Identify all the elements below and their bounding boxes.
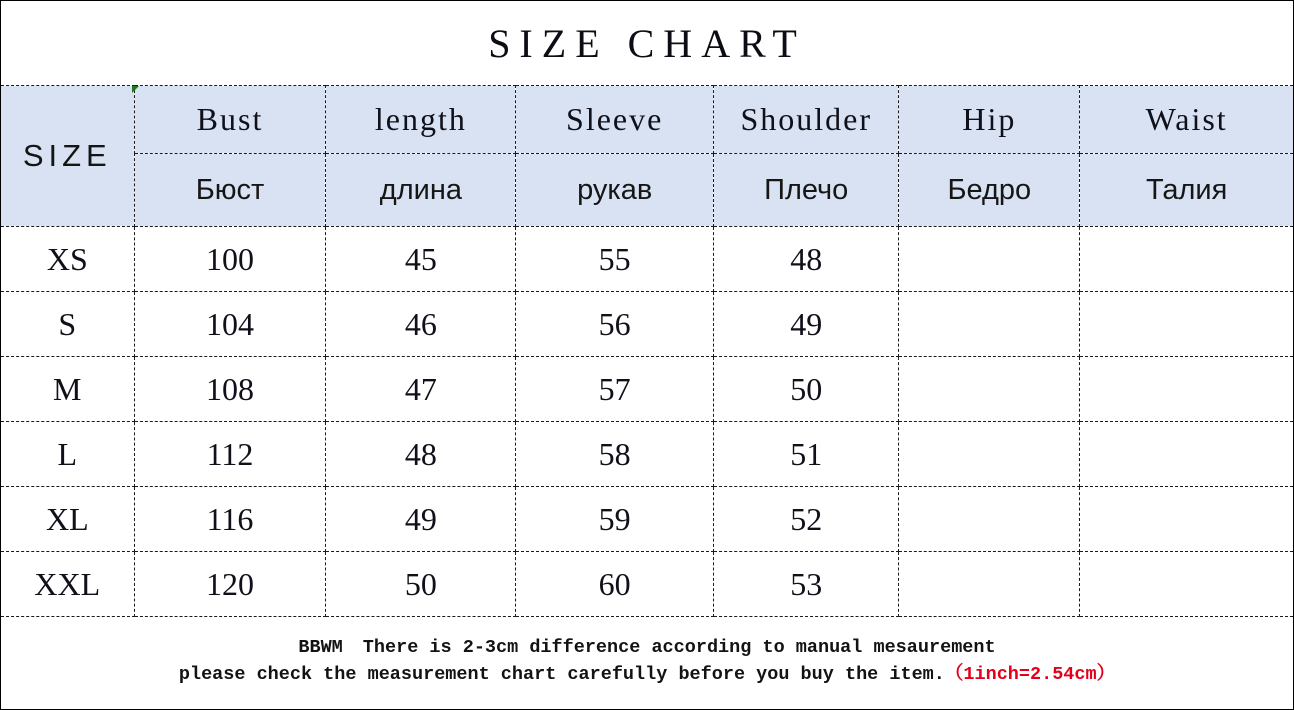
cell-length: 45 — [326, 227, 516, 292]
cell-hip — [899, 552, 1080, 617]
page-title: SIZE CHART — [488, 20, 806, 66]
cell-sleeve: 55 — [516, 227, 714, 292]
col-header-waist-en: Waist — [1080, 86, 1293, 154]
footer-line-1 — [1, 634, 1293, 661]
brand-label: BBWM — [298, 637, 343, 658]
col-header-size: SIZE — [1, 86, 134, 227]
cell-shoulder: 50 — [714, 357, 899, 422]
header-row-russian — [1, 154, 1293, 227]
cell-sleeve: 58 — [516, 422, 714, 487]
table-row-xxl — [1, 552, 1293, 617]
cell-bust: 108 — [134, 357, 326, 422]
cell-bust: 120 — [134, 552, 326, 617]
cell-flag-triangle-icon — [132, 86, 139, 93]
cell-waist — [1080, 357, 1293, 422]
cell-waist — [1080, 292, 1293, 357]
col-header-length-ru: длина — [326, 154, 516, 227]
cell-length: 47 — [326, 357, 516, 422]
col-header-sleeve-en: Sleeve — [516, 86, 714, 154]
cell-size: S — [1, 292, 134, 357]
footer-line-1-text: There is 2-3cm difference according to manual mesaurement — [362, 637, 996, 658]
cell-bust: 116 — [134, 487, 326, 552]
header-row-english — [1, 86, 1293, 154]
cell-waist — [1080, 422, 1293, 487]
col-header-waist-ru: Талия — [1080, 154, 1293, 227]
cell-size: XL — [1, 487, 134, 552]
table-row-s — [1, 292, 1293, 357]
col-header-sleeve-ru: рукав — [516, 154, 714, 227]
col-header-length-en: length — [326, 86, 516, 154]
footer-line-2 — [1, 661, 1293, 688]
cell-size: XXL — [1, 552, 134, 617]
cell-shoulder: 51 — [714, 422, 899, 487]
col-header-hip-en: Hip — [899, 86, 1080, 154]
cell-shoulder: 48 — [714, 227, 899, 292]
col-header-bust-en: Bust — [134, 86, 326, 154]
cell-shoulder: 52 — [714, 487, 899, 552]
col-header-shoulder-ru: Плечо — [714, 154, 899, 227]
col-header-hip-ru: Бедро — [899, 154, 1080, 227]
table-row-m — [1, 357, 1293, 422]
size-table — [1, 85, 1293, 617]
cell-length: 48 — [326, 422, 516, 487]
cell-bust: 112 — [134, 422, 326, 487]
cell-shoulder: 49 — [714, 292, 899, 357]
footer-line-2-text: please check the measurement chart carefully before you buy the item. — [178, 664, 945, 685]
inch-conversion-note: （1inch=2.54cm） — [944, 664, 1116, 685]
cell-length: 49 — [326, 487, 516, 552]
cell-size: XS — [1, 227, 134, 292]
cell-length: 50 — [326, 552, 516, 617]
cell-shoulder: 53 — [714, 552, 899, 617]
table-row-xs — [1, 227, 1293, 292]
cell-hip — [899, 422, 1080, 487]
cell-length: 46 — [326, 292, 516, 357]
cell-size: L — [1, 422, 134, 487]
cell-sleeve: 60 — [516, 552, 714, 617]
cell-waist — [1080, 227, 1293, 292]
cell-waist — [1080, 487, 1293, 552]
cell-bust: 104 — [134, 292, 326, 357]
cell-hip — [899, 357, 1080, 422]
col-header-bust-ru: Бюст — [134, 154, 326, 227]
cell-sleeve: 57 — [516, 357, 714, 422]
footer-note — [1, 617, 1293, 710]
cell-size: M — [1, 357, 134, 422]
col-header-shoulder-en: Shoulder — [714, 86, 899, 154]
cell-hip — [899, 227, 1080, 292]
cell-waist — [1080, 552, 1293, 617]
cell-sleeve: 56 — [516, 292, 714, 357]
cell-hip — [899, 487, 1080, 552]
cell-hip — [899, 292, 1080, 357]
cell-bust: 100 — [134, 227, 326, 292]
title-bar — [1, 1, 1293, 85]
cell-sleeve: 59 — [516, 487, 714, 552]
table-row-xl — [1, 487, 1293, 552]
table-row-l — [1, 422, 1293, 487]
